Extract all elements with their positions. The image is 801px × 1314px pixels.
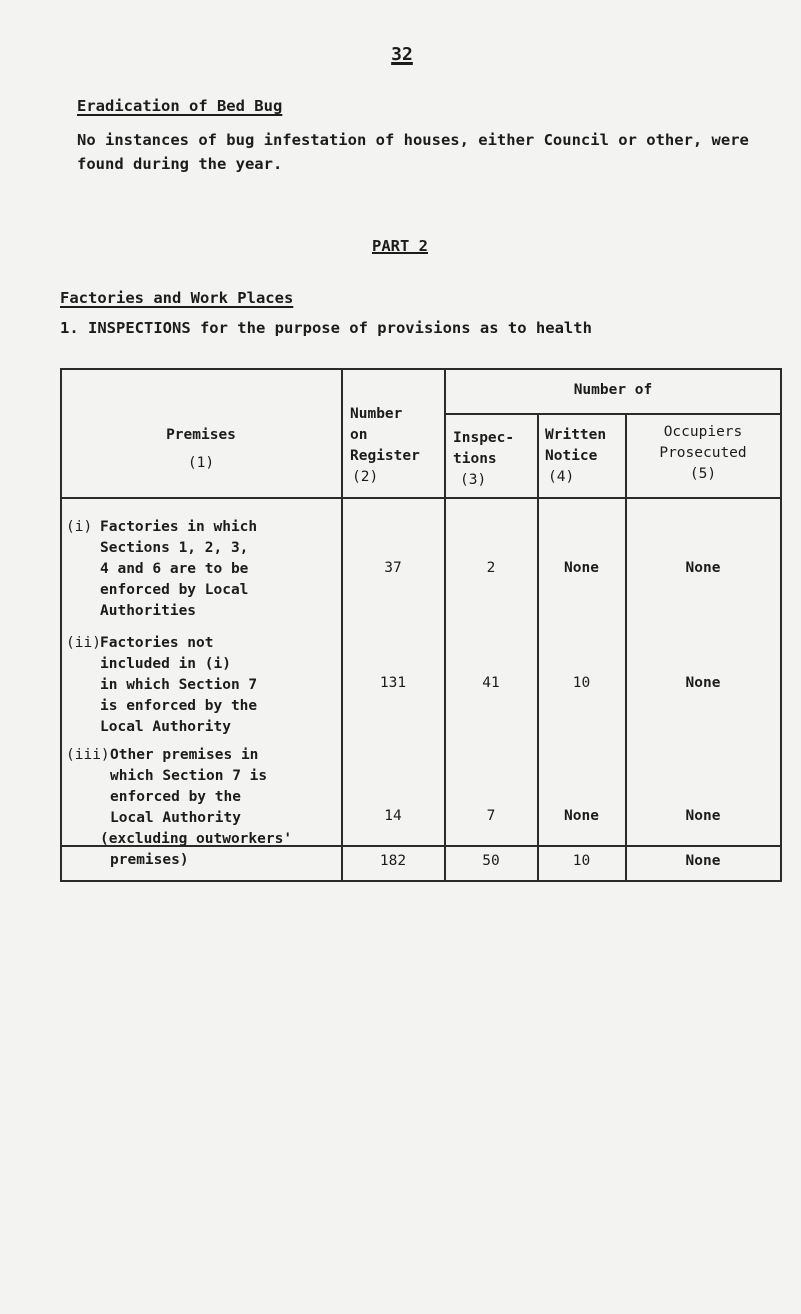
header-notices-num: (4) bbox=[548, 469, 575, 485]
cell-inspections: 7 bbox=[486, 808, 496, 824]
total-register: 182 bbox=[379, 853, 407, 869]
row-label-line: Local Authority bbox=[100, 719, 231, 735]
row-label-line: Authorities bbox=[100, 603, 197, 619]
total-prosecuted: None bbox=[685, 853, 721, 869]
header-inspections-l1: Inspec- bbox=[453, 430, 515, 446]
row-label-line: Factories not bbox=[100, 635, 214, 651]
total-inspections: 50 bbox=[482, 853, 500, 869]
bed-bug-paragraph: No instances of bug infestation of houses, either Council or other, were found during the year. bbox=[77, 131, 749, 173]
row-label-line: included in (i) bbox=[100, 656, 231, 672]
row-label-number: (iii) bbox=[66, 747, 110, 763]
header-inspections-l2: tions bbox=[453, 451, 497, 467]
page-number: 32 bbox=[391, 44, 413, 65]
row-label-line: 4 and 6 are to be bbox=[100, 561, 249, 577]
cell-notices: None bbox=[564, 560, 599, 576]
factories-heading: Factories and Work Places bbox=[60, 289, 294, 307]
row-label-line: enforced by Local bbox=[100, 582, 249, 598]
row-label-line: Other premises in bbox=[110, 747, 259, 763]
row-label-number: (ii) bbox=[66, 635, 101, 651]
inspections-title: 1. INSPECTIONS for the purpose of provisions as to health bbox=[60, 319, 592, 337]
row-label-line: enforced by the bbox=[110, 789, 241, 805]
header-occupiers-l1: Occupiers bbox=[663, 424, 743, 440]
header-premises: Premises bbox=[166, 427, 236, 443]
header-occupiers-num: (5) bbox=[689, 466, 717, 482]
row-label-line: Sections 1, 2, 3, bbox=[100, 540, 249, 556]
header-register-l3: Register bbox=[350, 448, 420, 464]
col-divider-2 bbox=[444, 368, 446, 882]
row-label-line: is enforced by the bbox=[100, 698, 258, 714]
row-label-line: premises) bbox=[110, 852, 189, 868]
header-inspections-num: (3) bbox=[460, 472, 487, 488]
cell-prosecuted: None bbox=[685, 675, 721, 691]
cell-notices: None bbox=[564, 808, 599, 824]
cell-prosecuted: None bbox=[685, 808, 721, 824]
row-label-number: (i) bbox=[66, 519, 93, 535]
header-premises-num: (1) bbox=[187, 455, 215, 471]
header-number-of: Number of bbox=[573, 382, 653, 398]
cell-register: 131 bbox=[379, 675, 407, 691]
header-occupiers-l2: Prosecuted bbox=[659, 445, 747, 461]
part-label: PART 2 bbox=[372, 237, 428, 255]
cell-register: 14 bbox=[384, 808, 402, 824]
row-label-line: which Section 7 is bbox=[110, 768, 268, 784]
header-notices-l2: Notice bbox=[545, 448, 598, 464]
cell-inspections: 2 bbox=[486, 560, 496, 576]
header-register-l2: on bbox=[350, 427, 368, 443]
header-register-num: (2) bbox=[352, 469, 379, 485]
row-label-line: (excluding outworkers' bbox=[100, 831, 293, 847]
bed-bug-heading: Eradication of Bed Bug bbox=[77, 97, 283, 115]
table-top-border bbox=[60, 368, 782, 370]
cell-notices: 10 bbox=[572, 675, 591, 691]
header-notices-l1: Written bbox=[545, 427, 607, 443]
row-label-line: in which Section 7 bbox=[100, 677, 258, 693]
cell-inspections: 41 bbox=[482, 675, 500, 691]
header-subdivider bbox=[444, 413, 782, 415]
row-label-line: Local Authority bbox=[110, 810, 241, 826]
header-bottom-border bbox=[60, 497, 782, 499]
col-right-border bbox=[780, 368, 782, 882]
header-register-l1: Number bbox=[350, 406, 403, 422]
total-notices: 10 bbox=[572, 853, 591, 869]
table-bottom-border bbox=[60, 880, 782, 882]
row-label-line: Factories in which bbox=[100, 519, 258, 535]
cell-prosecuted: None bbox=[685, 560, 721, 576]
cell-register: 37 bbox=[384, 560, 402, 576]
